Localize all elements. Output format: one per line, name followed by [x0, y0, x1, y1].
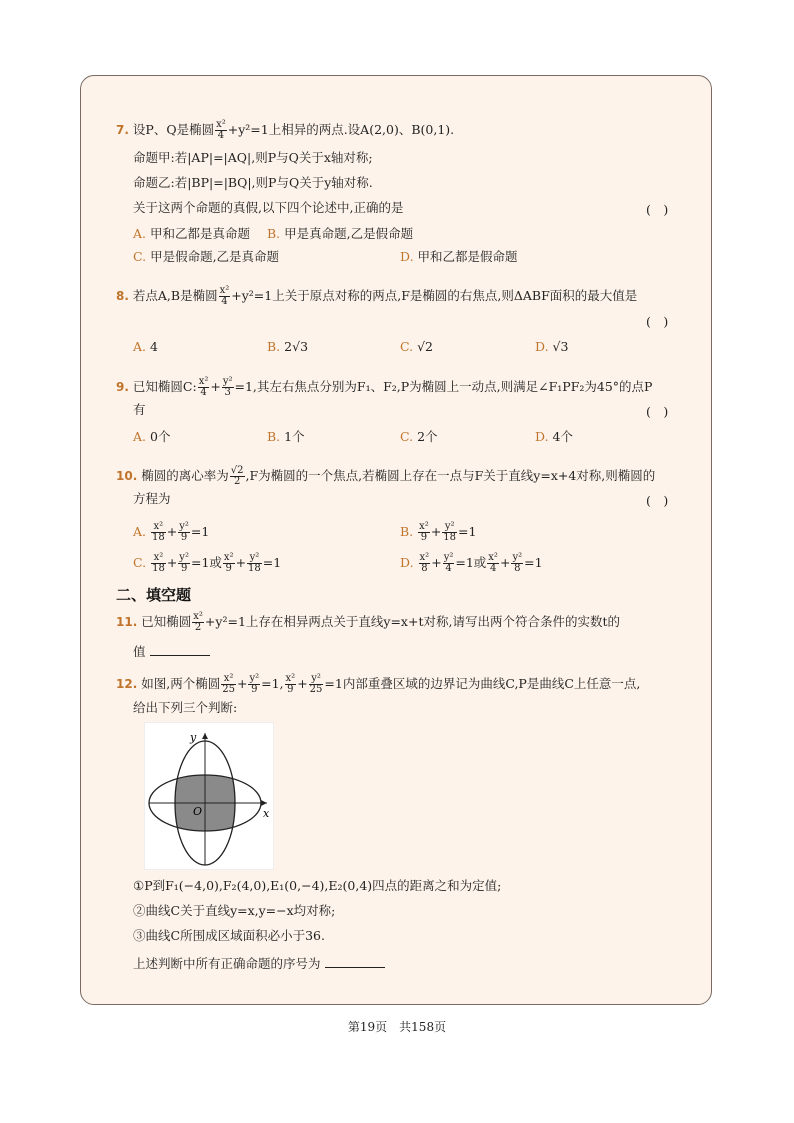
question-8-line-1: 8. 若点A,B是椭圆 $\frac{\text{x²}}{4}$ +y²=1上关于原点对称的两点,F是椭圆的右焦点,则ΔABF面积的最大值是 — [116, 285, 638, 307]
question-number: 7. — [116, 123, 129, 137]
option-a: A. 0个 — [133, 429, 171, 444]
section-heading: 二、填空题 — [116, 586, 192, 604]
question-number: 11. — [116, 615, 138, 629]
statement-2: ②曲线C关于直线y=x,y=−x均对称; — [133, 903, 336, 918]
option-b: B. $\frac{\text{x²}}{9}$ + $\frac{\text{y²}}{18}$ =1 — [400, 521, 477, 543]
fraction: $\frac{\text{y²}}{3}$ — [222, 376, 233, 398]
fraction: $\frac{\text{x²}}{4}$ — [198, 376, 209, 398]
question-12-prompt: 上述判断中所有正确命题的序号为 — [133, 954, 385, 972]
option-c: C. √2 — [400, 339, 433, 354]
question-11-line-1: 11. 已知椭圆 $\frac{\text{x²}}{2}$ +y²=1上存在相异两点关于直线y=x+t对称,请写出两个符合条件的实数t的 — [116, 611, 620, 633]
origin-label: O — [193, 805, 203, 818]
option-b: B. 甲是真命题,乙是假命题 — [267, 226, 414, 241]
fraction: $\frac{\text{x²}}{4}$ — [219, 285, 230, 307]
question-7-line-3: 命题乙:若|BP|=|BQ|,则P与Q关于y轴对称. — [133, 175, 373, 190]
answer-paren: ( ) — [646, 202, 669, 217]
option-d: D. 甲和乙都是假命题 — [400, 249, 518, 264]
option-c: C. $\frac{\text{x²}}{18}$ + $\frac{\text{y²}}{9}$ =1或 $\frac{\text{x²}}{9}$ + $\frac{\text{y²}}{18}$ =1 — [133, 552, 282, 574]
option-b: B. 2√3 — [267, 339, 309, 354]
question-number: 12. — [116, 677, 138, 691]
answer-blank[interactable] — [150, 642, 210, 656]
option-c: C. 甲是假命题,乙是真命题 — [133, 249, 280, 264]
statement-1: ①P到F₁(−4,0),F₂(4,0),E₁(0,−4),E₂(0,4)四点的距离之和为定值; — [133, 878, 502, 893]
question-12-line-1: 12. 如图,两个椭圆 $\frac{\text{x²}}{25}$ + $\frac{\text{y²}}{9}$ =1, $\frac{\text{x²}}{9}$ + $\frac{\text{y²}}{25}$ =1内部重叠区域的边界记为曲线C,P是曲线C上任意一点, — [116, 673, 641, 695]
fraction: $\frac{\text{x²}}{4}$ — [216, 119, 226, 141]
question-11-line-2: 值 — [133, 642, 210, 660]
question-10-line-1: 10. 椭圆的离心率为 $\frac{√2}{2}$ ,F为椭圆的一个焦点,若椭圆上存在一点与F关于直线y=x+4对称,则椭圆的 — [116, 465, 656, 487]
answer-blank[interactable] — [325, 954, 385, 968]
statement-3: ③曲线C所围成区域面积必小于36. — [133, 928, 325, 943]
x-label: x — [263, 807, 270, 820]
option-a: A. $\frac{\text{x²}}{18}$ + $\frac{\text{y²}}{9}$ =1 — [133, 521, 210, 543]
question-7-line-1: 7. 设P、Q是椭圆 $\frac{\text{x²}}{4}$ +y²=1上相异的两点.设A(2,0)、B(0,1). — [116, 119, 455, 141]
ellipse-diagram — [145, 723, 273, 869]
question-number: 10. — [116, 469, 138, 483]
y-label: y — [190, 731, 197, 744]
question-9-line-1: 9. 已知椭圆C: $\frac{\text{x²}}{4}$ + $\frac{\text{y²}}{3}$ =1,其左右焦点分别为F₁、F₂,P为椭圆上一动点,则满足∠F₁PF₂为45°的点P — [116, 376, 653, 398]
question-7-line-2: 命题甲:若|AP|=|AQ|,则P与Q关于x轴对称; — [133, 150, 373, 165]
ellipse-figure — [144, 722, 274, 870]
option-d: D. 4个 — [535, 429, 573, 444]
question-number: 8. — [116, 289, 129, 303]
question-number: 9. — [116, 380, 129, 394]
fraction: $\frac{\text{x²}}{2}$ — [193, 611, 203, 633]
option-d: D. $\frac{\text{x²}}{8}$ + $\frac{\text{y²}}{4}$ =1或 $\frac{\text{x²}}{4}$ + $\frac{\text{y²}}{8}$ =1 — [400, 552, 543, 574]
page-footer: 第19页 共158页 — [347, 1020, 447, 1034]
answer-paren: ( ) — [646, 314, 669, 329]
answer-paren: ( ) — [646, 493, 669, 508]
option-a: A. 4 — [133, 339, 158, 354]
option-c: C. 2个 — [400, 429, 438, 444]
option-d: D. √3 — [535, 339, 569, 354]
y-arrow-icon — [202, 733, 208, 739]
question-10-line-2: 方程为 — [133, 491, 171, 506]
fraction: $\frac{√2}{2}$ — [230, 465, 244, 487]
x-arrow-icon — [261, 800, 267, 806]
question-12-line-2: 给出下列三个判断: — [133, 700, 238, 715]
answer-paren: ( ) — [646, 404, 669, 419]
option-a: A. 甲和乙都是真命题 — [133, 226, 251, 241]
option-b: B. 1个 — [267, 429, 305, 444]
question-7-line-4: 关于这两个命题的真假,以下四个论述中,正确的是 — [133, 200, 404, 215]
question-9-line-2: 有 — [133, 402, 146, 417]
